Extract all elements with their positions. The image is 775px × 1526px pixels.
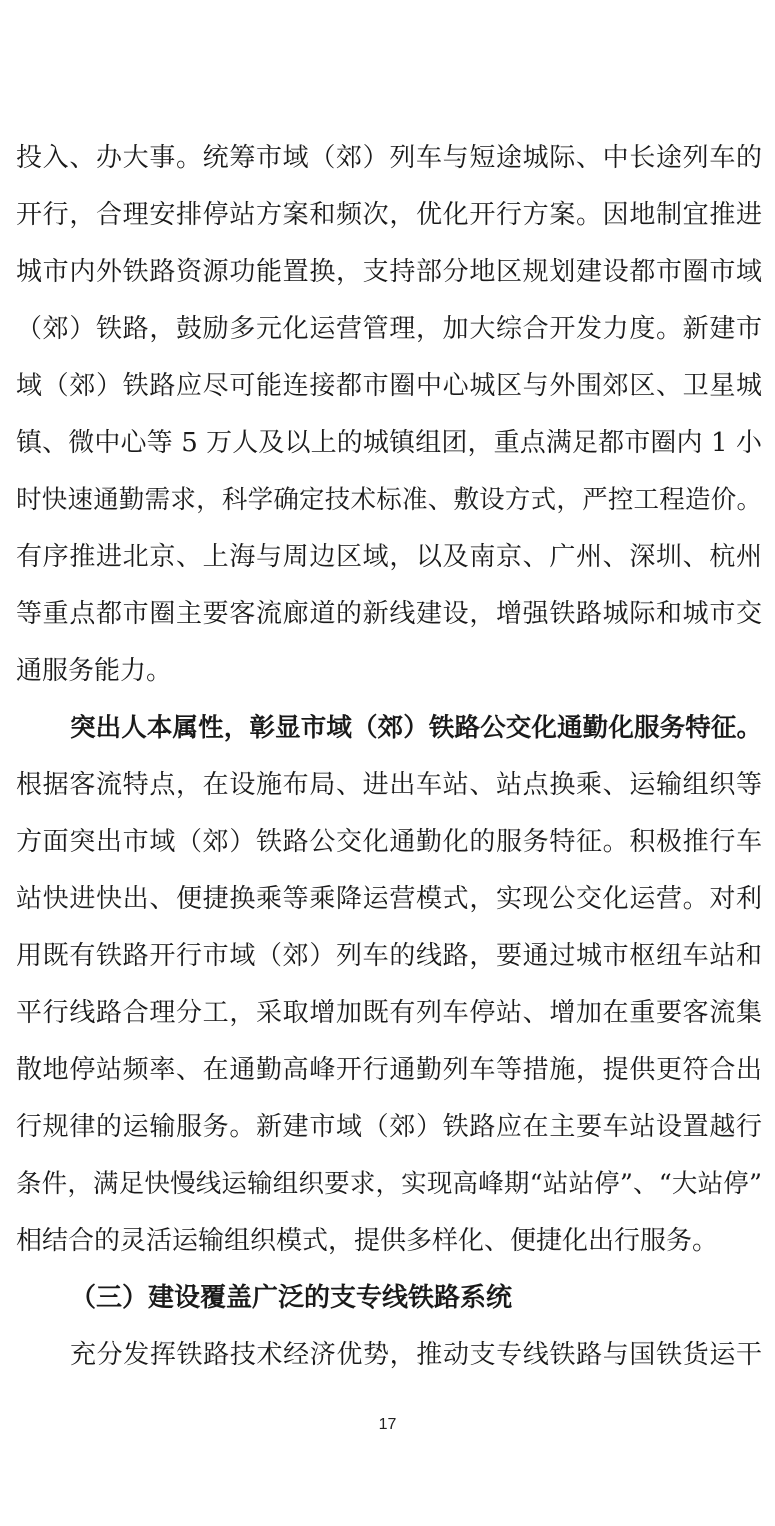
paragraph-line: 投入、办大事。统筹市域（郊）列车与短途城际、中长途列车的 (16, 143, 762, 173)
paragraph-line: 条件，满足快慢线运输组织要求，实现高峰期“站站停”、“大站停” (16, 1169, 762, 1199)
paragraph-line: 城市内外铁路资源功能置换，支持部分地区规划建设都市圈市域 (16, 257, 762, 287)
section-heading: （三）建设覆盖广泛的支专线铁路系统 (70, 1283, 513, 1313)
paragraph-line: 开行，合理安排停站方案和频次，优化开行方案。因地制宜推进 (16, 200, 762, 230)
paragraph-line: 镇、微中心等 5 万人及以上的城镇组团，重点满足都市圈内 1 小 (16, 428, 762, 458)
paragraph-line: （郊）铁路，鼓励多元化运营管理，加大综合开发力度。新建市 (16, 314, 762, 344)
paragraph-line: 通服务能力。 (16, 656, 173, 686)
paragraph-line: 时快速通勤需求，科学确定技术标准、敷设方式，严控工程造价。 (16, 485, 762, 515)
paragraph-line: 行规律的运输服务。新建市域（郊）铁路应在主要车站设置越行 (16, 1112, 762, 1142)
paragraph-line: 相结合的灵活运输组织模式，提供多样化、便捷化出行服务。 (16, 1226, 719, 1256)
paragraph-line: 充分发挥铁路技术经济优势，推动支专线铁路与国铁货运干 (70, 1340, 762, 1370)
paragraph-line: 方面突出市域（郊）铁路公交化通勤化的服务特征。积极推行车 (16, 827, 762, 857)
paragraph-line: 等重点都市圈主要客流廊道的新线建设，增强铁路城际和城市交 (16, 599, 762, 629)
page-number: 17 (378, 1416, 397, 1433)
paragraph-line: 用既有铁路开行市域（郊）列车的线路，要通过城市枢纽车站和 (16, 941, 762, 971)
paragraph-line: 站快进快出、便捷换乘等乘降运营模式，实现公交化运营。对利 (16, 884, 762, 914)
paragraph-line: 根据客流特点，在设施布局、进出车站、站点换乘、运输组织等 (16, 770, 762, 800)
paragraph-line: 散地停站频率、在通勤高峰开行通勤列车等措施，提供更符合出 (16, 1055, 762, 1085)
paragraph-line: 平行线路合理分工，采取增加既有列车停站、增加在重要客流集 (16, 998, 762, 1028)
paragraph-lead-bold: 突出人本属性，彰显市域（郊）铁路公交化通勤化服务特征。 (70, 713, 762, 743)
paragraph-line: 域（郊）铁路应尽可能连接都市圈中心城区与外围郊区、卫星城 (16, 371, 762, 401)
paragraph-line: 有序推进北京、上海与周边区域，以及南京、广州、深圳、杭州 (16, 542, 762, 572)
